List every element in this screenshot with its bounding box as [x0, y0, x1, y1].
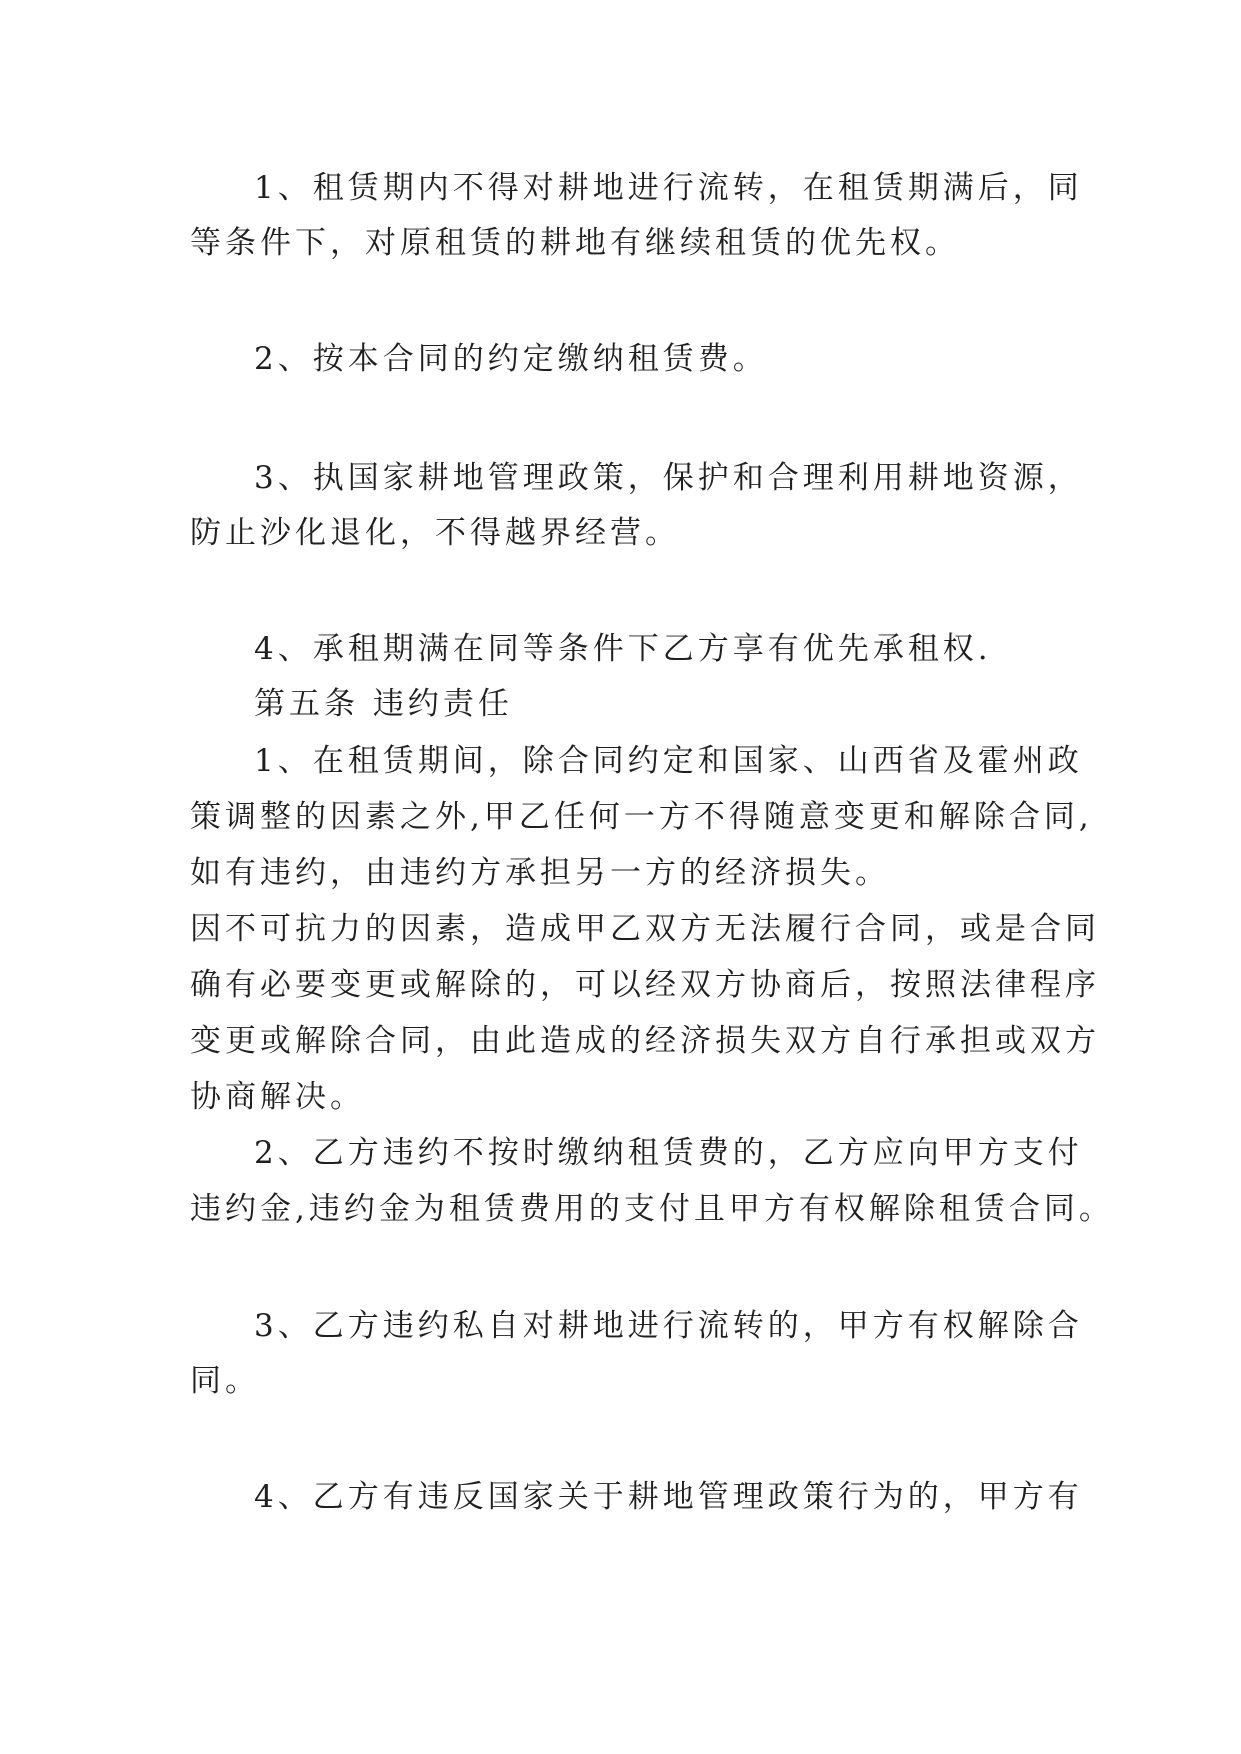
clause-4-3-line-1: 3、执国家耕地管理政策，保护和合理利用耕地资源， [254, 460, 1083, 496]
clause-4-1-line-1: 1、租赁期内不得对耕地进行流转，在租赁期满后，同 [254, 170, 1083, 206]
clause-5-4-line-1: 4、乙方有违反国家关于耕地管理政策行为的，甲方有 [254, 1479, 1083, 1515]
clause-5-2-line-2: 违约金,违约金为租赁费用的支付且甲方有权解除租赁合同。 [190, 1191, 1114, 1227]
section-heading-article-5: 第五条 违约责任 [254, 686, 513, 722]
clause-4-1-line-2: 等条件下，对原租赁的耕地有继续租赁的优先权。 [190, 225, 960, 261]
clause-4-2-line-1: 2、按本合同的约定缴纳租赁费。 [254, 341, 768, 377]
clause-5-2-line-1: 2、乙方违约不按时缴纳租赁费的，乙方应向甲方支付 [254, 1135, 1083, 1171]
force-majeure-line-4: 协商解决。 [190, 1079, 365, 1115]
clause-5-3-line-2: 同。 [190, 1363, 260, 1399]
clause-5-1-line-3: 如有违约，由违约方承担另一方的经济损失。 [190, 855, 890, 891]
force-majeure-line-2: 确有必要变更或解除的，可以经双方协商后，按照法律程序 [190, 967, 1100, 1003]
clause-5-1-line-2: 策调整的因素之外,甲乙任何一方不得随意变更和解除合同, [190, 799, 1093, 835]
clause-5-3-line-1: 3、乙方违约私自对耕地进行流转的，甲方有权解除合 [254, 1308, 1083, 1344]
clause-4-3-line-2: 防止沙化退化，不得越界经营。 [190, 515, 680, 551]
force-majeure-line-3: 变更或解除合同，由此造成的经济损失双方自行承担或双方 [190, 1023, 1100, 1059]
clause-5-1-line-1: 1、在租赁期间，除合同约定和国家、山西省及霍州政 [254, 743, 1083, 779]
force-majeure-line-1: 因不可抗力的因素，造成甲乙双方无法履行合同，或是合同 [190, 911, 1100, 947]
clause-4-4-line-1: 4、承租期满在同等条件下乙方享有优先承租权. [254, 631, 992, 667]
